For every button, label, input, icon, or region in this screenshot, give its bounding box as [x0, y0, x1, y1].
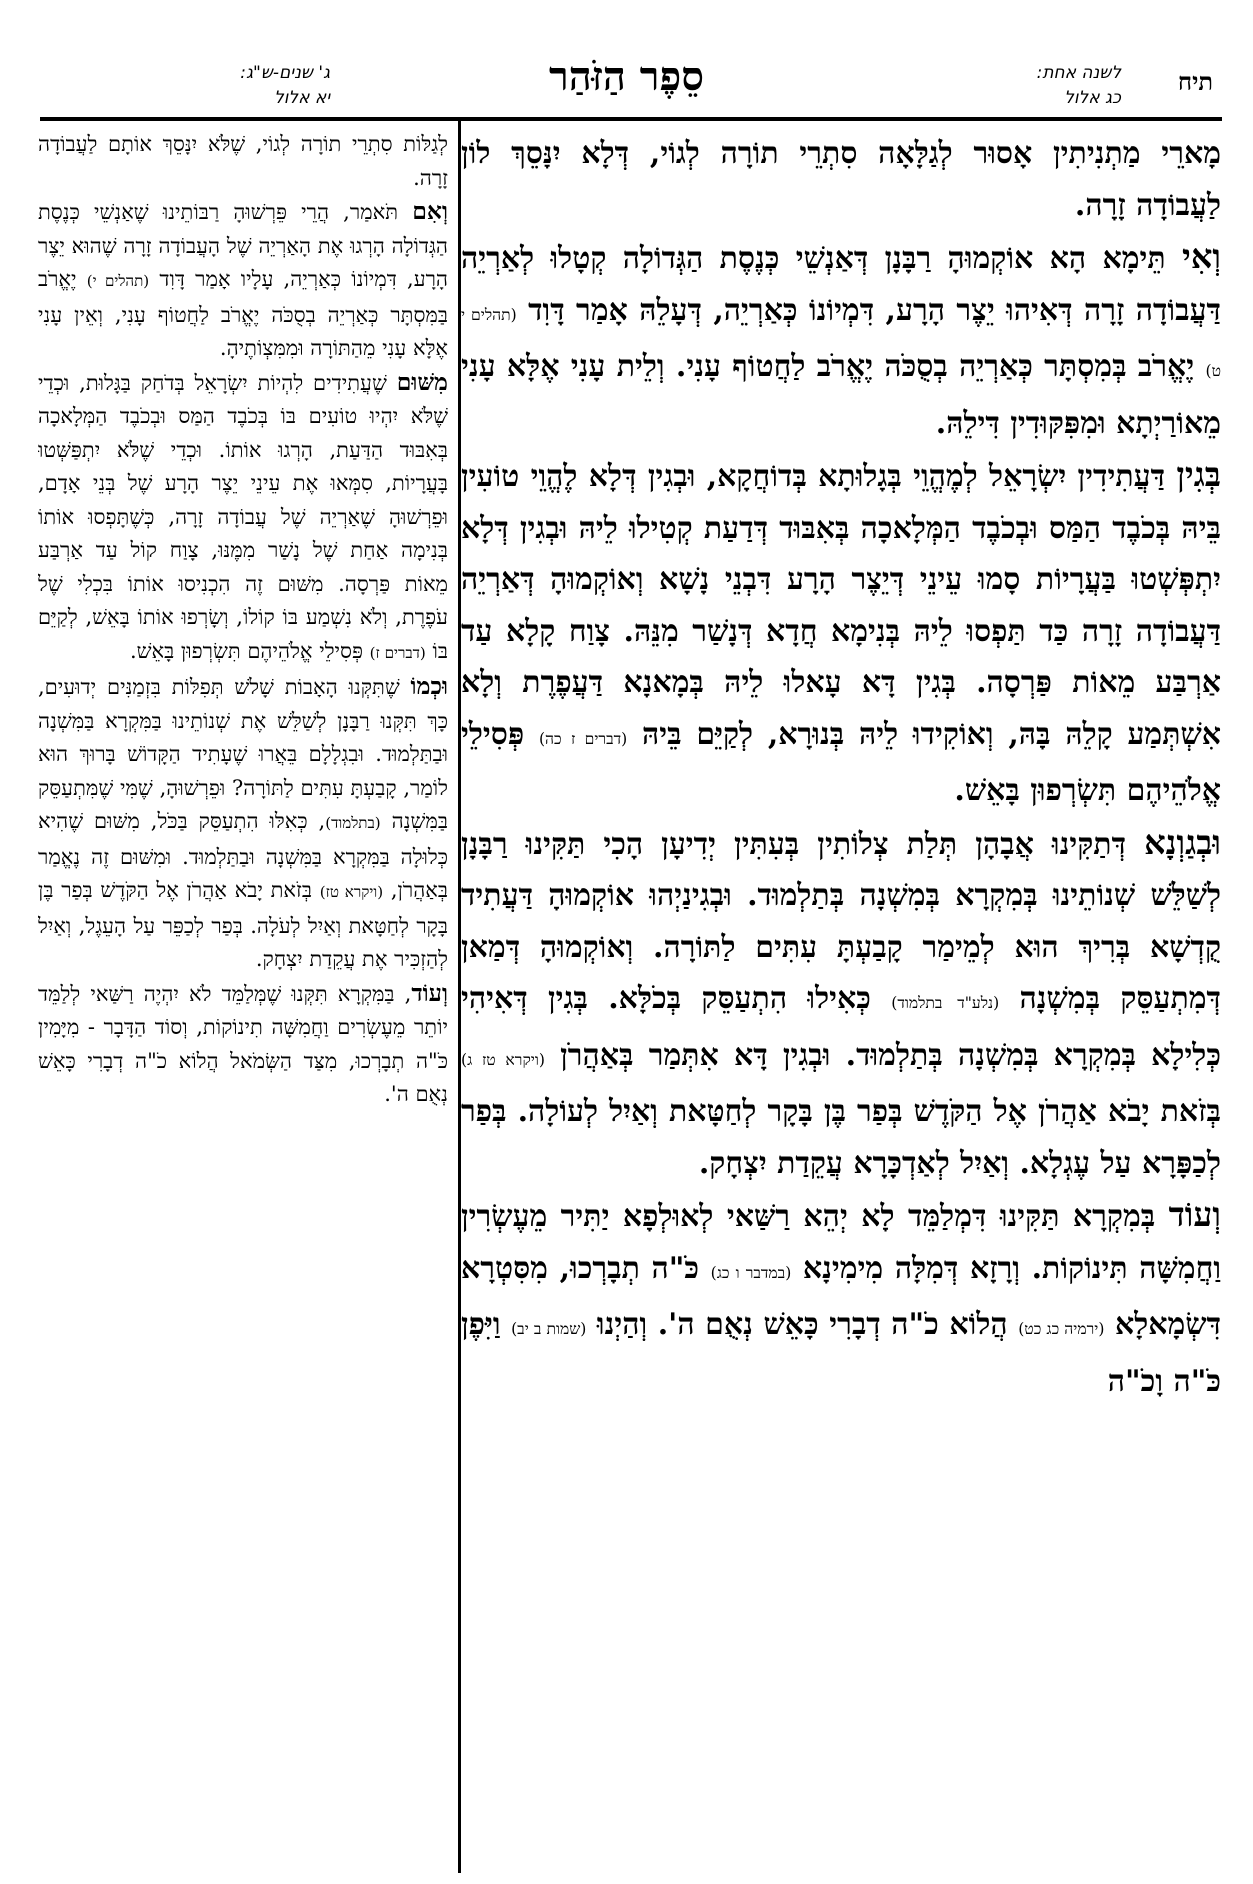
- translation-paragraph-3: [38, 366, 448, 671]
- main-paragraph-text: מָארֵי מַתְנִיתִין אָסוּר לְגַלָּאָה סִתְרֵי תוֹרָה לְגוֹי, דְּלָא יִנָּסֵךְ לוֹן לַעֲבוֹדָה זָרָה.: [461, 136, 1221, 223]
- verse-reference: (שמות ב יב): [511, 1320, 587, 1338]
- page-header: [0, 55, 1253, 115]
- translation-paragraph-text: תֹּאמַר, הֲרֵי פֵּרְשׁוּהָ רַבּוֹתֵינוּ שֶׁאַנְשֵׁי כְּנֶסֶת הַגְּדוֹלָה הָרְגוּ אֶת הָאַרְיֵה שֶׁל הָעֲבוֹדָה זָרָה שֶׁהוּא יֵצֶר הָרָע, דִּמְיוֹנוֹ כְּאַרְיֵה, עָלָיו אָמַר דָּוִד: [38, 200, 448, 291]
- main-paragraph-2: [461, 231, 1221, 449]
- main-paragraph-1: [461, 128, 1221, 231]
- schedule-three-years-date: יא אלול: [274, 88, 330, 108]
- verse-reference: (ירמיה כג כט): [1018, 1320, 1105, 1338]
- translation-paragraph-1: [38, 128, 448, 195]
- main-paragraph-3: [461, 449, 1221, 817]
- verse-reference: (תהלים י ט): [461, 305, 1221, 380]
- main-paragraph-text: בְּזֹאת יָבֹא אַהֲרֹן אֶל הַקֹּדֶשׁ בְּפַר בֶּן בָּקָר לְחַטָּאת וְאַיִל לְעוֹלָה. בְּפַר לְכַפָּרָא עַל עֶגְלָא. וְאַיִל לְאַדְכָּרָא עֲקֵדַת יִצְחָק.: [461, 1094, 1221, 1181]
- translation-paragraph-text: , בַּמִּקְרָא תִּקְּנוּ שֶׁמְּלַמֵּד לֹא יִהְיֶה רַשַּׁאי לְלַמֵּד יוֹתֵר מֵעֶשְׂרִים וַחֲמִשָּׁה תִינוֹקוֹת, וְסוֹד הַדָּבָר - מִיָּמִין כֹּ"ה תְבָרְכוּ, מִצַּד הַשְּׂמֹאל הֲלוֹא כֹ"ה דְבָרִי כָּאֵשׁ נְאֻם ה'.: [38, 981, 448, 1106]
- schedule-three-years: [140, 61, 330, 111]
- translation-paragraph-text: , כְּאִלּוּ הִתְעַסֵּק בַּכֹּל, מִשּׁוּם שֶׁהִיא כְּלוּלָה בַּמִּקְרָא בַּמִּשְׁנָה וּבַתַּלְמוּד. וּמִשּׁוּם זֶה נֶאֱמַר בְּאַהֲרֹן,: [38, 809, 448, 902]
- main-paragraph-text: דְּתַקִּינוּ אֲבָהָן תְּלַת צְלוֹתִין בְּעִתִּין יְדִיעָן הָכִי תַּקִּינוּ רַבָּנָן לְשַׁלֵּשׁ שְׁנוֹתֵינוּ בְּמִקְרָא בְּמִשְׁנָה בְּתַלְמוּד. וּבְגִינַיְהוּ אוֹקְמוּהָ דַּעֲתִיד קֻדְשָׁא בְּרִיךְ הוּא לְמֵימַר קָבַעְתָּ עִתִּים לַתּוֹרָה. וְאוֹקְמוּהָ דְּמַאן דְּמִתְעַסֵּק בְּמִשְׁנָה: [461, 826, 1221, 1016]
- paragraph-opener: וְעוֹד: [1168, 1194, 1221, 1234]
- verse-reference: (בתלמוד): [325, 814, 381, 832]
- translation-paragraph-4: [38, 670, 448, 977]
- main-paragraph-4: [461, 817, 1221, 1190]
- main-paragraph-text: יֶאֱרֹב בְּמִסְתָּר כְּאַרְיֵה בְסֻכֹּה יֶאֱרֹב לַחֲטוֹף עָנִי. וְלֵית עָנִי אֶלָּא עָנִי מֵאוֹרַיְתָא וּמִפִּקּוּדִין דִּילֵהּ.: [461, 349, 1221, 441]
- paragraph-opener: וּבְגַוְנָא: [1144, 821, 1221, 862]
- verse-reference: (במדבר ו כג): [710, 1263, 792, 1282]
- translation-paragraph-text: שֶׁעֲתִידִים לִהְיוֹת יִשְׂרָאֵל בְּדֹחַק בַּגָּלוּת, וּכְדֵי שֶׁלֹּא יִהְיוּ טוֹעִים בּוֹ בְּכֹבֶד הַמַּס וּבְכֹבֶד הַמְּלָאכָה בְּאִבּוּד הַדַּעַת, הָרְגוּ אוֹתוֹ. וּכְדֵי שֶׁלֹּא יִתְפַּשְּׁטוּ בָּעֲרָיוֹת, סִמְּאוּ אֶת עֵינֵי יֵצֶר הָרָע שֶׁל בְּנֵי אָדָם, וּפֵרְשׁוּהָ שֶׁאַרְיֵה שֶׁל עֲבוֹדָה זָרָה, כְּשֶׁתָּפְסוּ אוֹתוֹ בְּנִימָה אַחַת שֶׁל נָשַׁר מִמֶּנּוּ, צָוַח קוֹל עַד אַרְבַּע מֵאוֹת פַּרְסָה. מִשּׁוּם זֶה הִכְנִיסוּ אוֹתוֹ בִּכְלִי שֶׁל עֹפֶרֶת, וְלֹא נִשְׁמַע בּוֹ קוֹלוֹ, וְשָׂרְפוּ אוֹתוֹ בָּאֵשׁ, לְקַיֵּם בּוֹ: [38, 370, 448, 663]
- paragraph-opener: וּכְמוֹ: [410, 672, 448, 700]
- translation-column: [38, 128, 448, 1878]
- page-number: תיח: [1177, 67, 1213, 96]
- translation-paragraph-2: [38, 195, 448, 366]
- main-paragraph-text: תֵּימָא הָא אוֹקְמוּהָ רַבָּנָן דְּאַנְשֵׁי כְּנֶסֶת הַגְּדוֹלָה קְטָלוּ לְאַרְיֵה דַּעֲבוֹדָה זָרָה דְּאִיהוּ יֵצֶר הָרָע, דִּמְיוֹנוֹ כְּאַרְיֵה, דְּעָלֵהּ אָמַר דָּוִד: [461, 241, 1221, 328]
- translation-paragraph-5: [38, 977, 448, 1112]
- paragraph-opener: וְאִי: [1182, 236, 1221, 276]
- main-paragraph-text: הֲלוֹא כֹ"ה דְבָרִי כָּאֵשׁ נְאֻם ה'. וְהַיְנוּ: [586, 1307, 1019, 1342]
- main-paragraph-text: דַּעֲתִידִין יִשְׂרָאֵל לְמֶהֱוֵי בְּגָלוּתָא בְּדוֹחֲקָא, וּבְגִין דְּלָא לֶהֱוֵי טוֹעִין בֵּיהּ בְּכֹבֶד הַמַּס וּבְכֹבֶד הַמְּלָאכָה בְּאִבּוּד דְּדַעַת קְטִילוּ לֵיהּ וּבְגִין דְּלָא יִתְפְּשְׁטוּ בַּעֲרָיוֹת סָמוּ עֵינֵי דְּיֵצֶר הָרָע דִּבְנֵי נָשָׁא וְאוֹקְמוּהָ דְּאַרְיֵה דַּעֲבוֹדָה זָרָה כַּד תַּפְסוּ לֵיהּ בְּנִימָא חֲדָא דְּנָשַׁר מִנֵּהּ. צָוַח קָלָא עַד אַרְבַּע מֵאוֹת פַּרְסָה. בְּגִין דָּא עָאלוּ לֵיהּ בְּמָאנָא דַּעֲפֶרֶת וְלָא אִשְׁתְּמַע קָלֵהּ בָּהּ, וְאוֹקִידוּ לֵיהּ בְּנוּרָא, לְקַיֵּם בֵּיהּ: [461, 459, 1221, 752]
- main-paragraph-text: כֹּ"ה תְבָרְכוּ, מִסִּטְרָא דִּשְׂמָאלָא: [461, 1250, 1221, 1342]
- main-text-column: [461, 128, 1221, 1878]
- paragraph-opener: וְעוֹד: [411, 978, 448, 1007]
- verse-reference: (ויקרא טז): [319, 883, 384, 901]
- translation-paragraph-text: לְגַלּוֹת סִתְרֵי תוֹרָה לְגוֹי, שֶׁלֹּא יִנָּסֵךְ אוֹתָם לַעֲבוֹדָה זָרָה.: [38, 132, 448, 190]
- schedule-one-year-date: כג אלול: [1064, 88, 1121, 108]
- main-paragraph-text: וַיִּפֶן כֹּ"ה וָכֹ"ה: [461, 1307, 1221, 1399]
- verse-reference: (נלע"ד בתלמוד): [891, 994, 1000, 1012]
- verse-reference: (דברים ז): [369, 643, 426, 662]
- translation-paragraph-text: יֶאֱרֹב בַּמִּסְתָּר כְּאַרְיֵה בְסֻכֹּה יֶאֱרֹב לַחֲטוֹף עָנִי, וְאֵין עָנִי אֶלָּא עָנִי מֵהַתּוֹרָה וּמִמִּצְוֹתֶיהָ.: [38, 267, 448, 360]
- translation-paragraph-text: שֶׁתִּקְּנוּ הָאָבוֹת שָׁלֹשׁ תְּפִלּוֹת בִּזְמַנִּים יְדוּעִים, כָּךְ תִּקְּנוּ רַבָּנָן לְשַׁלֵּשׁ אֶת שְׁנוֹתֵינוּ בַּמִּקְרָא בַּמִּשְׁנָה וּבַתַּלְמוּד. וּבִגְלָלָם בֵּאֲרוּ שֶׁעָתִיד הַקָּדוֹשׁ בָּרוּךְ הוּא לוֹמַר, קָבַעְתָּ עִתִּים לַתּוֹרָה? וּפֵרְשׁוּהָ, שֶׁמִּי שֶׁמִּתְעַסֵּק בַּמִּשְׁנָה: [38, 675, 448, 833]
- paragraph-opener: מִשּׁוּם: [396, 367, 448, 396]
- header-rule: [40, 117, 1222, 121]
- main-paragraph-text: פְּסִילֵי אֱלֹהֵיהֶם תִּשְׂרְפוּן בָּאֵשׁ.: [461, 716, 1221, 808]
- translation-paragraph-text: בְּזֹאת יָבֹא אַהֲרֹן אֶל הַקֹּדֶשׁ בְּפַר בֶּן בָּקָר לְחַטָּאת וְאַיִל לְעֹלָה. בְּפַר לְכַפֵּר עַל הָעֵגֶל, וְאַיִל לְהַזְכִּיר אֶת עֲקֵדַת יִצְחָק.: [38, 878, 448, 971]
- verse-reference: (תהלים י): [86, 272, 150, 290]
- schedule-one-year-label: לשנה אחת:: [1036, 63, 1121, 83]
- schedule-three-years-label: ג' שנים-ש"ג:: [240, 63, 330, 83]
- paragraph-opener: בְּגִין: [1176, 454, 1221, 494]
- main-paragraph-text: כְּאִילוּ הִתְעַסֵּק בְּכֹלָּא. בְּגִין דְּאִיהִי כְּלִילָא בְּמִקְרָא בְּמִשְׁנָה בְּתַלְמוּד. וּבְגִין דָּא אִתְּמַר בְּאַהֲרֹן: [461, 981, 1221, 1073]
- verse-reference: (דברים ז כה): [538, 729, 628, 748]
- verse-reference: (ויקרא טז ג): [461, 1050, 545, 1069]
- translation-paragraph-text: פְּסִילֵי אֱלֹהֵיהֶם תִּשְׂרְפוּן בָּאֵשׁ.: [129, 638, 370, 663]
- book-title: סֵפֶר הַזֹּהַר: [549, 53, 704, 100]
- main-paragraph-text: בְּמִקְרָא תַּקִּינוּ דִּמְלַמֵּד לָא יְהֵא רַשַּׁאי לְאוּלְפָא יַתִּיר מֵעֶשְׂרִין וַחֲמִשָּׁה תִּינוֹקוֹת. וְרָזָא דְּמִלָּה מִימִינָא: [461, 1199, 1221, 1286]
- paragraph-opener: וְאִם: [412, 197, 448, 225]
- main-paragraph-5: [461, 1189, 1221, 1407]
